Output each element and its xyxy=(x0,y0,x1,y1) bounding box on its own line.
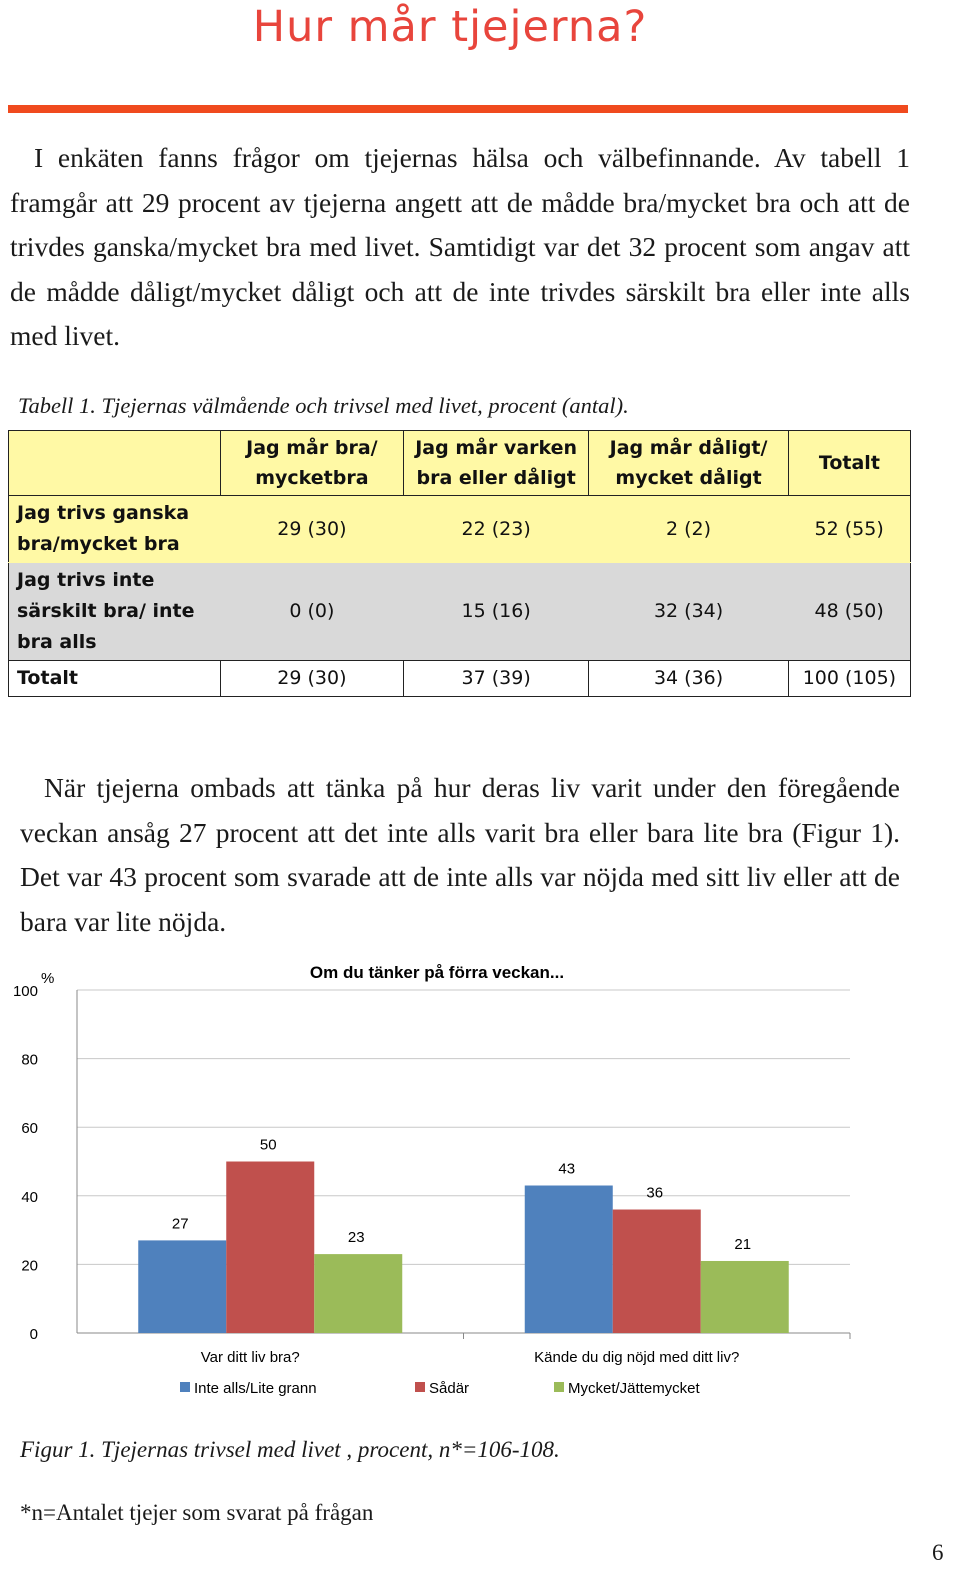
footnote: *n=Antalet tjejer som svarat på frågan xyxy=(20,1500,374,1525)
legend-label: Sådär xyxy=(429,1380,470,1397)
wellbeing-table xyxy=(8,430,911,697)
chart-x-labels xyxy=(201,1349,740,1366)
table-cell: 0 (0) xyxy=(220,563,403,661)
data-label: 27 xyxy=(171,1215,189,1233)
table-row-label: Jag trivs ganska bra/mycket bra xyxy=(9,496,221,563)
table-row-label: Jag trivs inte särskilt bra/ inte bra alls xyxy=(9,563,221,661)
table-cell: 52 (55) xyxy=(788,496,910,563)
x-tick-label: Var ditt liv bra? xyxy=(200,1349,300,1366)
table-cell: 37 (39) xyxy=(404,661,589,697)
intro-paragraph: I enkäten fanns frågor om tjejernas hälsa och välbefinnande. Av tabell 1 framgår att 29 procent av tjejerna angett att de mådde bra/mycket bra och att de trivdes ganska/mycket bra med livet. Samtidigt var det 32 procent som angav att de mådde dåligt/mycket dåligt och att de inte trivdes särskilt bra eller inte alls med livet. xyxy=(10,142,910,351)
table-row xyxy=(9,661,911,697)
table-cell: 29 (30) xyxy=(220,661,403,697)
chart-title: Om du tänker på förra veckan... xyxy=(309,963,565,982)
data-label: 23 xyxy=(347,1229,365,1247)
data-label: 21 xyxy=(734,1235,752,1253)
y-tick-label: 100 xyxy=(12,983,38,1000)
bar xyxy=(314,1254,402,1333)
bar xyxy=(525,1186,613,1333)
figure-caption: Figur 1. Tjejernas trivsel med livet , procent, n*=106-108. xyxy=(20,1437,560,1462)
table-cell: 2 (2) xyxy=(589,496,789,563)
page-title: Hur mår tjejerna? xyxy=(252,2,648,52)
table-row xyxy=(9,496,911,563)
chart-bars xyxy=(138,1162,789,1334)
y-tick-label: 80 xyxy=(21,1051,38,1069)
y-tick-label: 20 xyxy=(21,1257,38,1275)
legend-swatch xyxy=(554,1382,564,1392)
data-label: 36 xyxy=(646,1184,664,1202)
bar xyxy=(138,1240,226,1333)
title-rule xyxy=(8,105,908,113)
table-caption: Tabell 1. Tjejernas välmående och trivsel med livet, procent (antal). xyxy=(18,393,629,418)
chart-legend xyxy=(180,1380,701,1397)
chart-y-ticks xyxy=(13,983,38,1343)
second-paragraph: När tjejerna ombads att tänka på hur deras liv varit under den föregående veckan ansåg 27 procent att det inte alls varit bra eller bara lite bra (Figur 1). Det var 43 procent som svarade att de inte alls var nöjda med sitt liv eller att de bara var lite nöjda. xyxy=(20,772,900,937)
bar xyxy=(613,1210,701,1333)
table-header-corner xyxy=(9,431,221,496)
y-tick-label: 60 xyxy=(21,1120,38,1138)
table-header-cell: Jag mår dåligt/ mycket dåligt xyxy=(589,431,789,496)
table-cell: 100 (105) xyxy=(788,661,910,697)
table-header-row xyxy=(9,431,911,496)
table-cell: 22 (23) xyxy=(404,496,589,563)
table-cell: 32 (34) xyxy=(589,563,789,661)
legend-label: Inte alls/Lite grann xyxy=(194,1380,317,1397)
table-cell: 15 (16) xyxy=(404,563,589,661)
x-tick-label: Kände du dig nöjd med ditt liv? xyxy=(534,1349,740,1366)
chart-y-label: % xyxy=(41,970,55,987)
legend-label: Mycket/Jättemycket xyxy=(568,1380,700,1397)
table-cell: 29 (30) xyxy=(220,496,403,563)
bar xyxy=(701,1261,789,1333)
y-tick-label: 0 xyxy=(29,1326,38,1343)
table-header-cell: Jag mår varken bra eller dåligt xyxy=(404,431,589,496)
y-tick-label: 40 xyxy=(21,1188,38,1206)
table-cell: 34 (36) xyxy=(589,661,789,697)
table-row-label: Totalt xyxy=(9,661,221,697)
table-cell: 48 (50) xyxy=(788,563,910,661)
table-row xyxy=(9,563,911,661)
table-header-cell: Totalt xyxy=(788,431,910,496)
page-number: 6 xyxy=(932,1540,944,1565)
legend-swatch xyxy=(180,1382,190,1392)
table-header-cell: Jag mår bra/ mycketbra xyxy=(220,431,403,496)
bar-chart xyxy=(0,955,960,1425)
bar xyxy=(226,1162,314,1334)
data-label: 43 xyxy=(558,1160,576,1178)
data-label: 50 xyxy=(259,1136,277,1154)
legend-swatch xyxy=(415,1382,425,1392)
